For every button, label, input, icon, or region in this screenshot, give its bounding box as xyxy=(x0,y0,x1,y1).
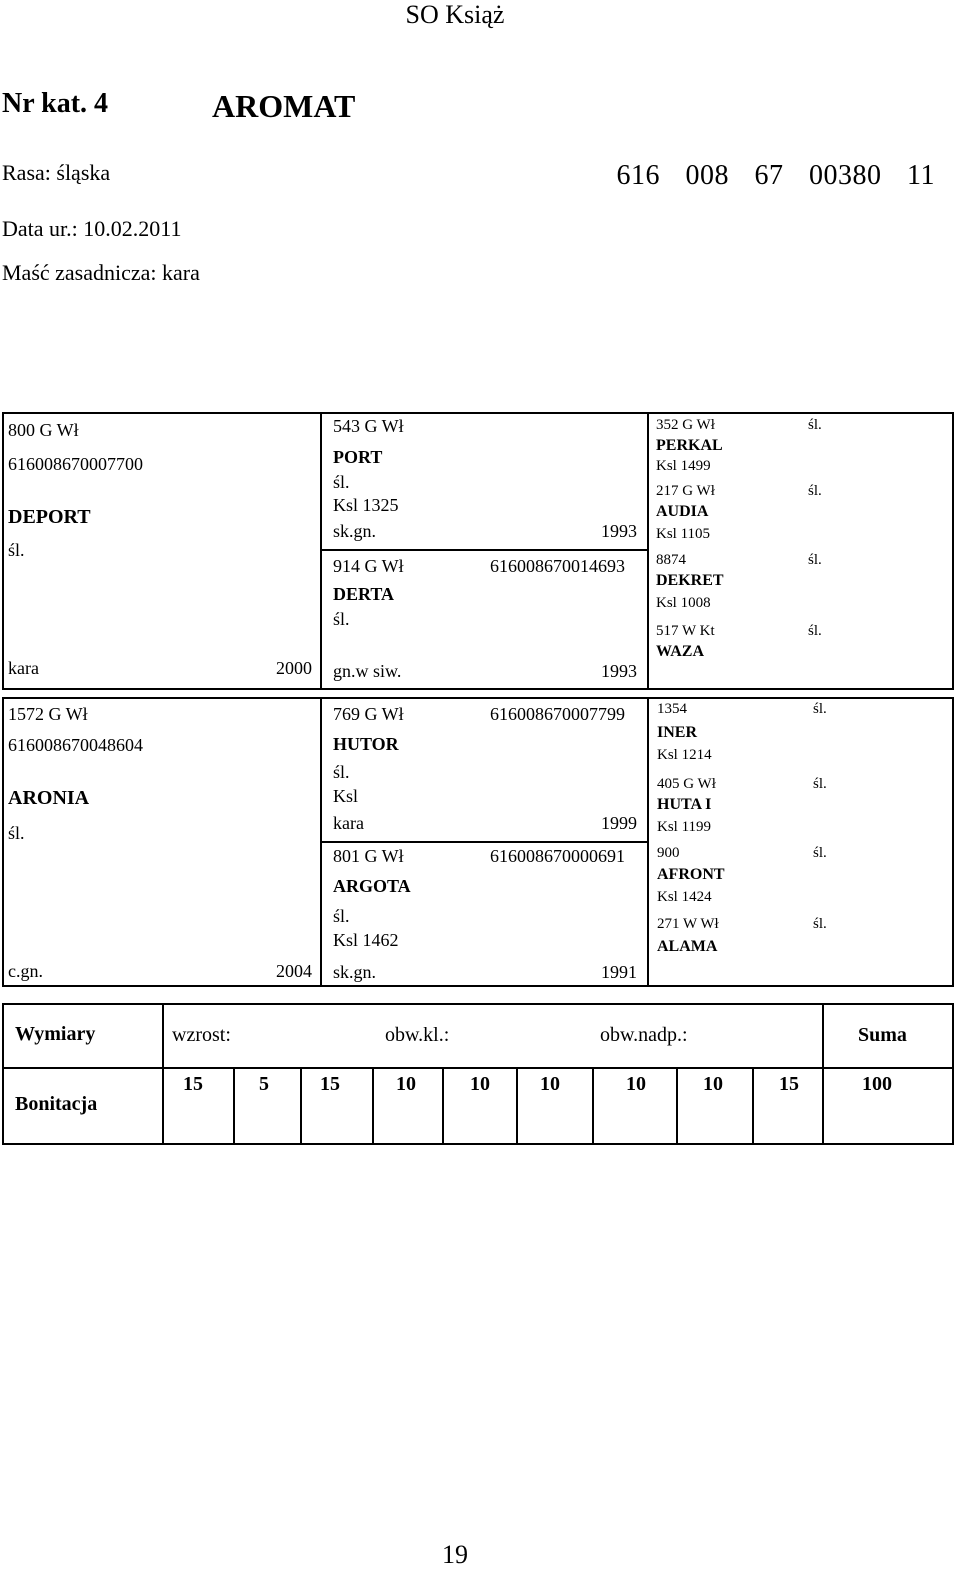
dd-year: 1991 xyxy=(601,962,637,982)
sire-color: kara xyxy=(8,658,39,678)
dam-name: ARONIA xyxy=(8,787,90,809)
divider xyxy=(647,412,649,690)
dsg1-ksl: Ksl 1199 xyxy=(657,819,712,835)
sire-year: 2000 xyxy=(276,658,312,678)
divider xyxy=(320,841,649,843)
sd-breed: śl. xyxy=(333,609,350,629)
dd-ksl: Ksl 1462 xyxy=(333,930,399,950)
dam-reg: 616008670048604 xyxy=(8,735,143,755)
ss-ksl: Ksl 1325 xyxy=(333,495,399,515)
horse-name: AROMAT xyxy=(212,88,356,124)
ss-name: PORT xyxy=(333,447,383,467)
ssg1-name: AUDIA xyxy=(656,503,709,520)
pedigree-sire-box xyxy=(2,412,954,690)
divider xyxy=(442,1067,444,1145)
ssg1-ksl: Ksl 1105 xyxy=(656,526,711,542)
ssg0-code: 352 G Wł xyxy=(656,417,715,433)
dsg1-code: 405 G Wł xyxy=(657,776,716,792)
ds-breed: śl. xyxy=(333,762,350,782)
sire-reg: 616008670007700 xyxy=(8,454,143,474)
ssg2-breed: śl. xyxy=(808,552,822,568)
ds-code: 769 G Wł xyxy=(333,704,404,724)
ssg0-name: PERKAL xyxy=(656,437,723,454)
dd-reg: 616008670000691 xyxy=(490,846,625,866)
page-number: 19 xyxy=(442,1540,468,1569)
ssg3-breed: śl. xyxy=(808,623,822,639)
ssg0-breed: śl. xyxy=(808,417,822,433)
divider xyxy=(233,1067,235,1145)
score-cell: 5 xyxy=(259,1073,269,1095)
sire-name: DEPORT xyxy=(8,506,91,528)
ss-breed: śl. xyxy=(333,472,350,492)
sd-code: 914 G Wł xyxy=(333,556,404,576)
ssg2-ksl: Ksl 1008 xyxy=(656,595,711,611)
ssg1-breed: śl. xyxy=(808,483,822,499)
ss-year: 1993 xyxy=(601,521,637,541)
dsg3-code: 271 W Wł xyxy=(657,916,719,932)
divider xyxy=(162,1003,164,1145)
score-cell: 15 xyxy=(320,1073,340,1095)
ss-code: 543 G Wł xyxy=(333,416,404,436)
divider xyxy=(592,1067,594,1145)
dsg3-breed: śl. xyxy=(813,916,827,932)
measures-label: Wymiary xyxy=(15,1023,96,1045)
reg-part: 00380 xyxy=(809,160,882,191)
sum-label: Suma xyxy=(858,1024,907,1046)
dsg0-ksl: Ksl 1214 xyxy=(657,747,712,763)
sd-reg: 616008670014693 xyxy=(490,556,625,576)
dsg1-name: HUTA I xyxy=(657,796,712,813)
chest-girth-label: obw.kl.: xyxy=(385,1024,450,1046)
registration-number xyxy=(617,160,935,192)
dsg2-breed: śl. xyxy=(813,845,827,861)
dd-name: ARGOTA xyxy=(333,876,411,896)
ds-ksl: Ksl xyxy=(333,786,359,806)
divider xyxy=(2,1067,954,1069)
sd-name: DERTA xyxy=(333,584,395,604)
score-cell: 15 xyxy=(779,1073,799,1095)
divider xyxy=(372,1067,374,1145)
ds-color: kara xyxy=(333,813,364,833)
birth-date: Data ur.: 10.02.2011 xyxy=(2,216,182,241)
dd-breed: śl. xyxy=(333,906,350,926)
dsg0-breed: śl. xyxy=(813,701,827,717)
ds-year: 1999 xyxy=(601,813,637,833)
dsg0-name: INER xyxy=(657,724,698,741)
sire-breed: śl. xyxy=(8,540,25,560)
ssg2-code: 8874 xyxy=(656,552,686,568)
reg-part: 67 xyxy=(754,160,784,191)
score-cell: 10 xyxy=(396,1073,416,1095)
divider xyxy=(752,1067,754,1145)
ssg1-code: 217 G Wł xyxy=(656,483,715,499)
score-total: 100 xyxy=(862,1073,892,1095)
ssg3-code: 517 W Kt xyxy=(656,623,715,639)
sd-year: 1993 xyxy=(601,661,637,681)
divider xyxy=(822,1003,824,1067)
dd-code: 801 G Wł xyxy=(333,846,404,866)
dsg3-name: ALAMA xyxy=(657,938,718,955)
ssg0-ksl: Ksl 1499 xyxy=(656,458,711,474)
divider xyxy=(822,1067,824,1145)
dam-code: 1572 G Wł xyxy=(8,704,88,724)
catalog-number: Nr kat. 4 xyxy=(2,88,109,119)
score-cell: 10 xyxy=(703,1073,723,1095)
breed-line: Rasa: śląska xyxy=(2,160,111,185)
divider xyxy=(320,412,322,690)
sd-color: gn.w siw. xyxy=(333,661,402,681)
ss-color: sk.gn. xyxy=(333,521,377,541)
ds-reg: 616008670007799 xyxy=(490,704,625,724)
dd-color: sk.gn. xyxy=(333,962,377,982)
ssg2-name: DEKRET xyxy=(656,572,724,589)
dsg0-code: 1354 xyxy=(657,701,687,717)
sire-code: 800 G Wł xyxy=(8,420,79,440)
ds-name: HUTOR xyxy=(333,734,399,754)
height-label: wzrost: xyxy=(172,1024,231,1046)
ssg3-name: WAZA xyxy=(656,643,705,660)
dsg1-breed: śl. xyxy=(813,776,827,792)
dsg2-name: AFRONT xyxy=(657,866,725,883)
dsg2-ksl: Ksl 1424 xyxy=(657,889,712,905)
score-cell: 15 xyxy=(183,1073,203,1095)
dam-breed: śl. xyxy=(8,823,25,843)
base-color: Maść zasadnicza: kara xyxy=(2,260,200,285)
divider xyxy=(320,549,649,551)
divider xyxy=(516,1067,518,1145)
cannon-girth-label: obw.nadp.: xyxy=(600,1024,688,1046)
document-title: SO Książ xyxy=(405,0,505,29)
bonitacja-label: Bonitacja xyxy=(15,1093,98,1115)
dsg2-code: 900 xyxy=(657,845,680,861)
score-cell: 10 xyxy=(626,1073,646,1095)
dam-color: c.gn. xyxy=(8,961,43,981)
dam-year: 2004 xyxy=(276,961,312,981)
divider xyxy=(300,1067,302,1145)
divider xyxy=(676,1067,678,1145)
score-cell: 10 xyxy=(470,1073,490,1095)
score-cell: 10 xyxy=(540,1073,560,1095)
reg-part: 616 xyxy=(616,160,661,191)
reg-part: 008 xyxy=(685,160,730,191)
reg-part: 11 xyxy=(907,160,935,191)
